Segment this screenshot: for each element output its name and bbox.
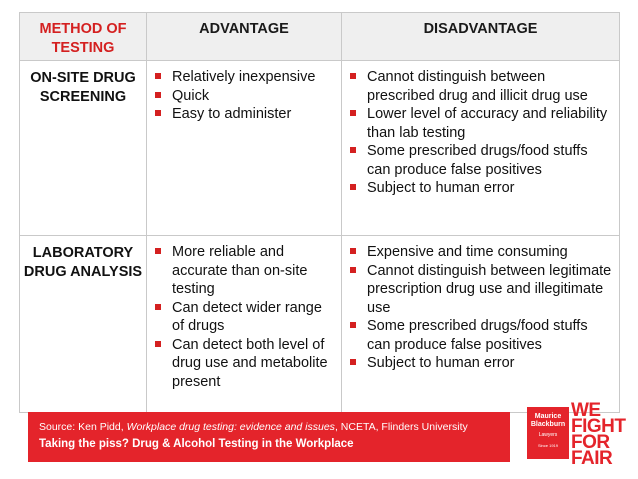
list-item: Cannot distinguish between legitimate prescription drug use and illegitimate use	[350, 262, 613, 318]
footer-banner	[28, 412, 510, 462]
source-citation	[39, 421, 468, 433]
list-item: Subject to human error	[350, 354, 613, 373]
method-cell: ON-SITE DRUG SCREENING	[20, 61, 147, 236]
list-item: Quick	[155, 87, 335, 106]
table-row	[20, 236, 620, 413]
slogan-logo	[571, 400, 626, 469]
advantages-cell	[147, 236, 342, 413]
presentation-tagline: Taking the piss? Drug & Alcohol Testing in the Workplace	[39, 438, 354, 450]
list-item: Expensive and time consuming	[350, 243, 613, 262]
slogan-line: FOR	[571, 432, 610, 453]
list-item: Cannot distinguish between prescribed drug and illicit drug use	[350, 68, 613, 105]
list-item: Some prescribed drugs/food stuffs can produce false positives	[350, 142, 613, 179]
logo-since: Since 1919	[537, 443, 558, 448]
logo-text: Maurice	[534, 413, 562, 420]
header-row	[20, 13, 620, 61]
list-item: Subject to human error	[350, 179, 613, 198]
list-item: Lower level of accuracy and reliability than lab testing	[350, 105, 613, 142]
firm-logo	[527, 407, 569, 459]
logo-text: Blackburn	[530, 421, 566, 428]
method-cell: LABORATORY DRUG ANALYSIS	[20, 236, 147, 413]
drug-testing-table	[19, 12, 620, 413]
list-item: More reliable and accurate than on-site testing	[155, 243, 335, 299]
header-method: METHOD OF TESTING	[20, 13, 147, 61]
list-item: Easy to administer	[155, 105, 335, 124]
source-prefix: Source: Ken Pidd,	[39, 421, 127, 433]
source-title: Workplace drug testing: evidence and issues	[126, 421, 335, 433]
slogan-line: FAIR	[571, 448, 613, 469]
table-row	[20, 61, 620, 236]
disadvantages-cell	[342, 236, 620, 413]
disadvantages-cell	[342, 61, 620, 236]
list-item: Can detect wider range of drugs	[155, 299, 335, 336]
list-item: Some prescribed drugs/food stuffs can produce false positives	[350, 317, 613, 354]
header-advantage: ADVANTAGE	[147, 13, 342, 61]
list-item: Relatively inexpensive	[155, 68, 335, 87]
advantages-cell	[147, 61, 342, 236]
slogan-line: FIGHT	[571, 416, 626, 437]
logo-subtext: Lawyers	[538, 432, 558, 438]
slogan-line: WE	[571, 400, 601, 421]
header-disadvantage: DISADVANTAGE	[342, 13, 620, 61]
list-item: Can detect both level of drug use and metabolite present	[155, 336, 335, 392]
source-suffix: , NCETA, Flinders University	[334, 421, 468, 433]
